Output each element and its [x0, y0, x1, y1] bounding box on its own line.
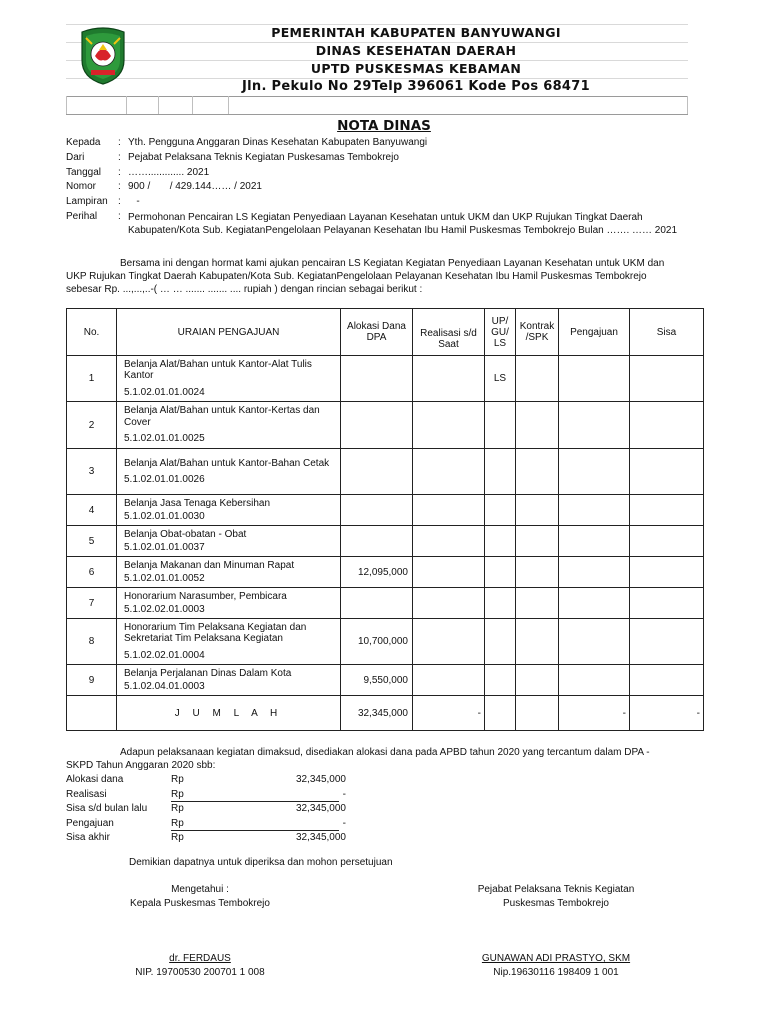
- row-realisasi: [413, 402, 485, 449]
- meta-colon: :: [118, 166, 121, 178]
- row-desc-text: Honorarium Narasumber, Pembicara: [124, 590, 287, 602]
- row-realisasi: [413, 526, 485, 557]
- total-label: J U M L A H: [117, 696, 341, 731]
- row-code: 5.1.02.01.01.0024: [124, 386, 205, 398]
- row-realisasi: [413, 588, 485, 619]
- total-realisasi: -: [413, 696, 485, 731]
- row-code: 5.1.02.01.01.0052: [124, 573, 205, 584]
- summary-rp: Rp: [171, 788, 184, 800]
- perihal-line-2: Kabupaten/Kota Sub. KegiatanPengelolaan Pelayanan Kesehatan Ibu Hamil Puskesmas Tembokrejo Bulan ……. …… 2021: [128, 224, 678, 236]
- meta-dari: [66, 151, 706, 166]
- row-no: 5: [67, 526, 117, 557]
- row-kontrak: [516, 619, 559, 665]
- sig-right-nip: Nip.19630116 198409 1 001: [493, 967, 619, 978]
- row-sisa: [630, 495, 704, 526]
- row-alokasi: [341, 588, 413, 619]
- letterhead-line-2: DINAS KESEHATAN DAERAH: [315, 43, 517, 58]
- meta-kepada: [66, 136, 706, 151]
- row-up: [485, 588, 516, 619]
- sig-left-role: Mengetahui :: [171, 884, 229, 895]
- row-up: [485, 619, 516, 665]
- total-pengajuan: -: [559, 696, 630, 731]
- expense-table: [66, 308, 704, 731]
- summary-amount: 32,345,000: [295, 832, 346, 843]
- row-no: 6: [67, 557, 117, 588]
- summary-label: Realisasi: [66, 788, 107, 800]
- summary-amount: -: [342, 788, 346, 800]
- row-desc-text: Belanja Perjalanan Dinas Dalam Kota: [124, 667, 292, 679]
- row-no: 9: [67, 665, 117, 696]
- table-total-row: [67, 696, 704, 731]
- grid-line: [66, 114, 688, 115]
- intro-paragraph: [66, 257, 706, 296]
- row-pengajuan: [559, 526, 630, 557]
- row-desc: [117, 619, 341, 665]
- row-sisa: [630, 619, 704, 665]
- table-row: [67, 665, 704, 696]
- letterhead-line-1: PEMERINTAH KABUPATEN BANYUWANGI: [271, 25, 561, 40]
- col-header-up: UP/ GU/ LS: [485, 309, 516, 356]
- summary-amount: -: [342, 817, 346, 829]
- allocation-paragraph: [66, 746, 706, 772]
- table-row: [67, 557, 704, 588]
- row-up: [485, 526, 516, 557]
- row-desc: [117, 356, 341, 402]
- row-code: 5.1.02.01.01.0037: [124, 542, 205, 553]
- row-kontrak: [516, 526, 559, 557]
- signature-left: [110, 883, 290, 911]
- letterhead: [66, 24, 688, 114]
- meta-value: -: [128, 196, 140, 208]
- col-header-kontrak: Kontrak /SPK: [516, 309, 559, 356]
- row-desc-text: Belanja Alat/Bahan untuk Kantor-Alat Tulis Kantor: [124, 358, 312, 382]
- table-row: [67, 449, 704, 495]
- row-sisa: [630, 557, 704, 588]
- banyuwangi-emblem-logo: [78, 26, 128, 86]
- col-header-sisa: Sisa: [630, 309, 704, 356]
- row-no: 7: [67, 588, 117, 619]
- row-no: 8: [67, 619, 117, 665]
- summary-amount: 32,345,000: [295, 774, 346, 785]
- col-header-no: No.: [67, 309, 117, 356]
- row-pengajuan: [559, 665, 630, 696]
- row-code: 5.1.02.01.01.0025: [124, 433, 205, 445]
- row-desc: [117, 495, 341, 526]
- col-header-alokasi: Alokasi Dana DPA: [341, 309, 413, 356]
- closing-sentence: Demikian dapatnya untuk diperiksa dan mohon persetujuan: [129, 857, 393, 868]
- summary-row: [66, 788, 346, 803]
- row-pengajuan: [559, 619, 630, 665]
- memo-header: [66, 136, 706, 237]
- row-sisa: [630, 588, 704, 619]
- total-no: [67, 696, 117, 731]
- intro-line-1: Bersama ini dengan hormat kami ajukan pencairan LS Kegiatan Kegiatan Penyediaan Layanan Kesehatan untuk UKM dan: [120, 258, 665, 269]
- row-realisasi: [413, 619, 485, 665]
- row-alokasi: 12,095,000: [341, 557, 413, 588]
- budget-summary: [66, 773, 346, 846]
- row-up: LS: [485, 356, 516, 402]
- meta-colon: :: [118, 151, 121, 163]
- sig-right-name: GUNAWAN ADI PRASTYO, SKM: [481, 953, 631, 964]
- row-desc: [117, 449, 341, 495]
- row-pengajuan: [559, 449, 630, 495]
- col-header-realisasi: Realisasi s/d Saat: [413, 309, 485, 356]
- allocation-line-1: Adapun pelaksanaan kegiatan dimaksud, disediakan alokasi dana pada APBD tahun 2020 yang tercantum dalam DPA -: [120, 747, 650, 758]
- summary-amount: 32,345,000: [295, 803, 346, 814]
- row-desc-text: Honorarium Tim Pelaksana Kegiatan dan Sekretariat Tim Pelaksana Kegiatan: [124, 621, 307, 645]
- row-alokasi: [341, 356, 413, 402]
- summary-row: [66, 817, 346, 832]
- row-code: 5.1.02.02.01.0004: [124, 649, 205, 661]
- row-kontrak: [516, 665, 559, 696]
- intro-line-3: sebesar Rp. ...,...,..-( … … ....... ....... .... rupiah ) dengan rincian sebagai berikut :: [66, 284, 423, 295]
- total-alokasi: 32,345,000: [341, 696, 413, 731]
- total-sisa: -: [630, 696, 704, 731]
- grid-line: [158, 96, 159, 114]
- row-no: 1: [67, 356, 117, 402]
- summary-row: [66, 773, 346, 788]
- meta-colon: :: [118, 196, 121, 208]
- signature-right-name-block: [456, 952, 656, 980]
- row-code: 5.1.02.01.01.0026: [124, 474, 205, 485]
- table-row: [67, 402, 704, 449]
- meta-value: 900 / / 429.144…… / 2021: [128, 181, 262, 193]
- grid-line: [228, 96, 229, 114]
- sig-right-role: Pejabat Pelaksana Teknis Kegiatan: [477, 884, 635, 895]
- row-pengajuan: [559, 588, 630, 619]
- perihal-line-1: Permohonan Pencairan LS Kegiatan Penyediaan Layanan Kesehatan untuk UKM dan UKP Rujukan Tingkat Daerah: [128, 211, 643, 223]
- row-desc: [117, 588, 341, 619]
- sig-left-nip: NIP. 19700530 200701 1 008: [135, 967, 265, 978]
- grid-line: [66, 96, 688, 97]
- meta-label: Kepada: [66, 137, 101, 148]
- summary-row: [66, 802, 346, 817]
- summary-label: Sisa akhir: [66, 832, 110, 843]
- letterhead-address: Jln. Pekulo No 29Telp 396061 Kode Pos 68471: [242, 79, 590, 94]
- row-alokasi: [341, 402, 413, 449]
- total-kontrak: [516, 696, 559, 731]
- meta-label: Perihal: [66, 210, 98, 222]
- row-pengajuan: [559, 495, 630, 526]
- summary-rp: Rp: [171, 774, 184, 785]
- meta-label: Nomor: [66, 181, 97, 193]
- meta-value: [128, 210, 706, 237]
- row-no: 2: [67, 402, 117, 449]
- sig-left-name: dr. FERDAUS: [169, 953, 231, 964]
- summary-rp: Rp: [171, 817, 184, 829]
- row-desc: [117, 557, 341, 588]
- row-alokasi: [341, 449, 413, 495]
- row-kontrak: [516, 449, 559, 495]
- row-desc: [117, 526, 341, 557]
- row-realisasi: [413, 665, 485, 696]
- signature-right: [456, 883, 656, 911]
- row-desc: [117, 402, 341, 449]
- row-alokasi: [341, 495, 413, 526]
- row-sisa: [630, 526, 704, 557]
- total-up: [485, 696, 516, 731]
- row-kontrak: [516, 588, 559, 619]
- meta-label: Lampiran: [66, 196, 108, 208]
- row-no: 4: [67, 495, 117, 526]
- meta-colon: :: [118, 137, 121, 148]
- grid-line: [126, 96, 127, 114]
- meta-label: Dari: [66, 151, 85, 163]
- row-sisa: [630, 356, 704, 402]
- summary-label: Sisa s/d bulan lalu: [66, 803, 148, 814]
- grid-line: [687, 96, 688, 114]
- meta-value: ……............. 2021: [128, 166, 210, 178]
- row-kontrak: [516, 356, 559, 402]
- row-no: 3: [67, 449, 117, 495]
- row-kontrak: [516, 402, 559, 449]
- row-sisa: [630, 665, 704, 696]
- allocation-line-2: SKPD Tahun Anggaran 2020 sbb:: [66, 760, 216, 771]
- summary-label: Pengajuan: [66, 817, 114, 829]
- summary-rp: Rp: [171, 803, 184, 814]
- row-desc-text: Belanja Obat-obatan - Obat: [124, 528, 247, 540]
- meta-colon: :: [118, 210, 121, 222]
- row-up: [485, 495, 516, 526]
- meta-value: Yth. Pengguna Anggaran Dinas Kesehatan Kabupaten Banyuwangi: [128, 137, 428, 148]
- row-desc: [117, 665, 341, 696]
- row-alokasi: [341, 526, 413, 557]
- meta-lampiran: [66, 195, 706, 210]
- signature-left-name-block: [110, 952, 290, 980]
- row-code: 5.1.02.01.01.0030: [124, 511, 205, 522]
- row-sisa: [630, 402, 704, 449]
- row-realisasi: [413, 449, 485, 495]
- summary-label: Alokasi dana: [66, 774, 124, 785]
- intro-line-2: UKP Rujukan Tingkat Daerah Kabupaten/Kota Sub. KegiatanPengelolaan Pelayanan Kesehatan Ibu Hamil Puskesmas Tembokrejo: [66, 271, 647, 282]
- grid-line: [66, 96, 67, 114]
- meta-tanggal: [66, 166, 706, 181]
- row-alokasi: 9,550,000: [341, 665, 413, 696]
- row-code: 5.1.02.02.01.0003: [124, 604, 205, 615]
- row-desc-text: Belanja Alat/Bahan untuk Kantor-Bahan Cetak: [124, 457, 330, 469]
- col-header-uraian: URAIAN PENGAJUAN: [117, 309, 341, 356]
- sig-right-title: Puskesmas Tembokrejo: [503, 898, 609, 909]
- col-header-pengajuan: Pengajuan: [559, 309, 630, 356]
- grid-line: [192, 96, 193, 114]
- meta-perihal: [66, 210, 706, 237]
- sig-left-title: Kepala Puskesmas Tembokrejo: [130, 898, 270, 909]
- row-desc-text: Belanja Jasa Tenaga Kebersihan: [124, 497, 271, 509]
- row-kontrak: [516, 495, 559, 526]
- row-pengajuan: [559, 402, 630, 449]
- letterhead-line-3: UPTD PUSKESMAS KEBAMAN: [310, 61, 522, 76]
- meta-nomor: [66, 180, 706, 195]
- document-title: NOTA DINAS: [337, 118, 431, 134]
- row-pengajuan: [559, 557, 630, 588]
- row-desc-text: Belanja Alat/Bahan untuk Kantor-Kertas dan Cover: [124, 405, 320, 428]
- row-kontrak: [516, 557, 559, 588]
- row-alokasi: 10,700,000: [341, 619, 413, 665]
- row-up: [485, 402, 516, 449]
- meta-label: Tanggal: [66, 166, 102, 178]
- row-realisasi: [413, 356, 485, 402]
- row-realisasi: [413, 557, 485, 588]
- table-row: [67, 495, 704, 526]
- summary-row: [66, 831, 346, 846]
- meta-colon: :: [118, 181, 121, 193]
- row-up: [485, 449, 516, 495]
- table-header-row: [67, 309, 704, 356]
- row-code: 5.1.02.04.01.0003: [124, 681, 205, 692]
- row-pengajuan: [559, 356, 630, 402]
- summary-rp: Rp: [171, 832, 184, 843]
- table-row: [67, 526, 704, 557]
- row-up: [485, 557, 516, 588]
- table-row: [67, 356, 704, 402]
- row-realisasi: [413, 495, 485, 526]
- row-sisa: [630, 449, 704, 495]
- row-up: [485, 665, 516, 696]
- meta-value: Pejabat Pelaksana Teknis Kegiatan Puskesamas Tembokrejo: [128, 151, 399, 163]
- table-row: [67, 619, 704, 665]
- table-row: [67, 588, 704, 619]
- row-desc-text: Belanja Makanan dan Minuman Rapat: [124, 559, 295, 571]
